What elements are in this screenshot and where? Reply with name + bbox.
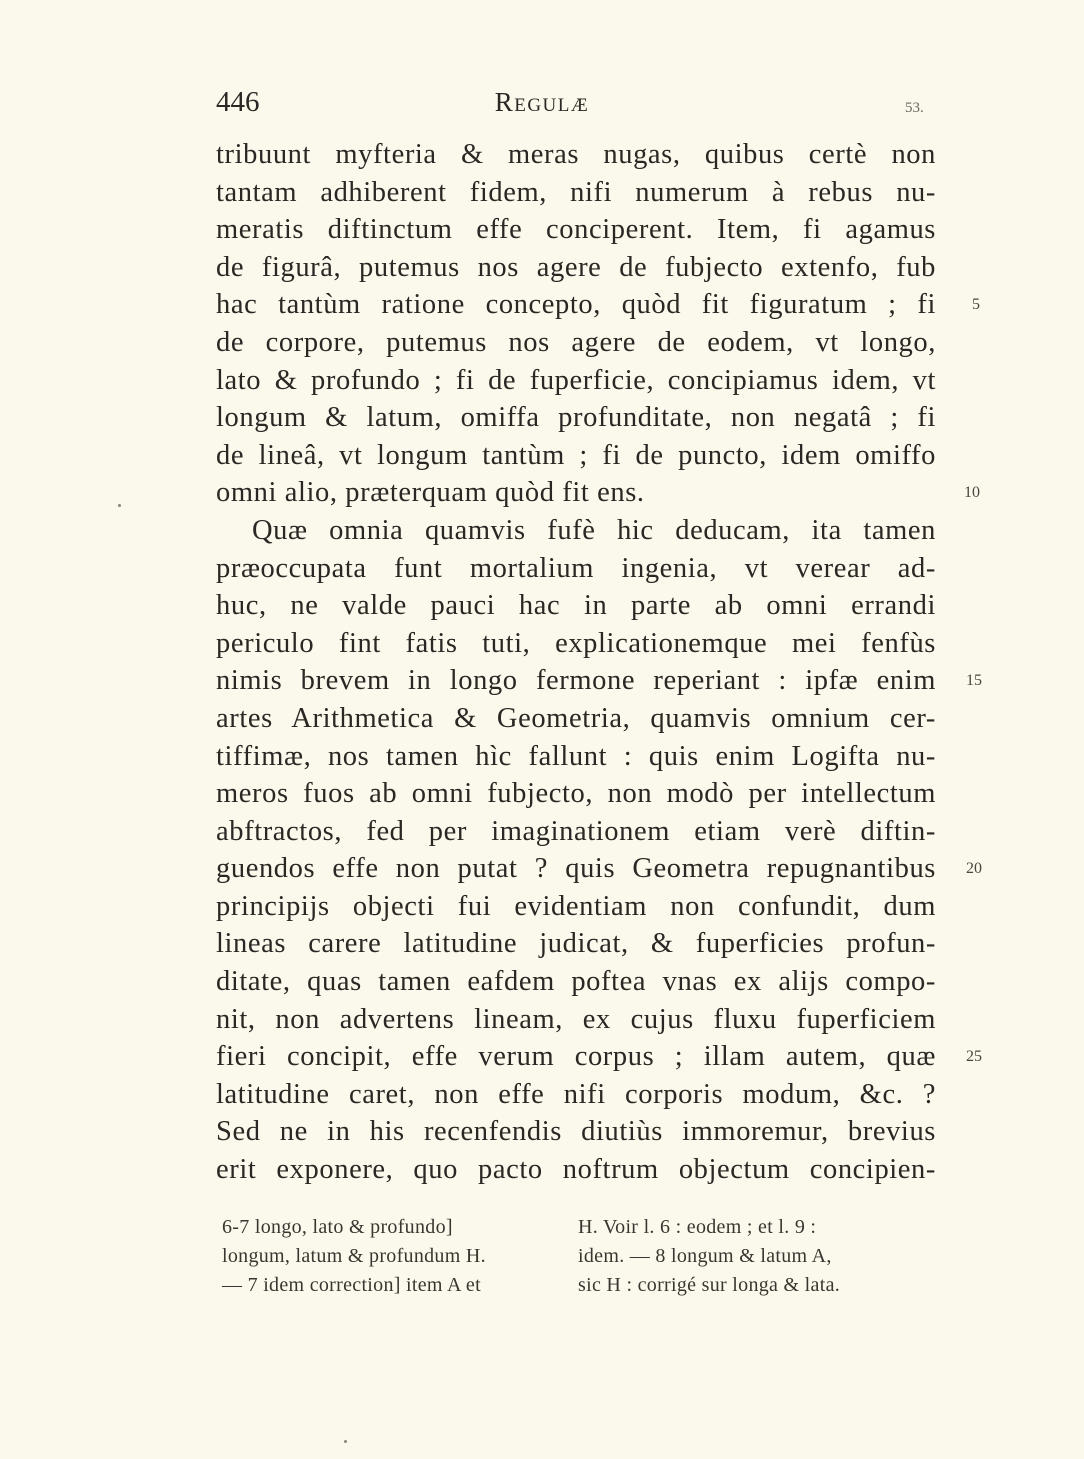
notes-right-column bbox=[578, 1213, 944, 1300]
text-line: præoccupata funt mortalium ingenia, vt verear ad- bbox=[216, 552, 936, 584]
text-line: lato & profundo ; fi de fuperficie, concipiamus idem, vt bbox=[216, 364, 936, 396]
text-line: meratis diftinctum effe conciperent. Item, fi agamus bbox=[216, 214, 936, 246]
text-line: ditate, quas tamen eafdem poftea vnas ex alijs compo- bbox=[216, 966, 936, 998]
line-number-10: 10 bbox=[964, 484, 980, 501]
text-line: tantam adhiberent fidem, nifi numerum à rebus nu- bbox=[216, 176, 936, 208]
text-line: guendos effe non putat ? quis Geometra repugnantibus bbox=[216, 853, 936, 885]
text-line: meros fuos ab omni fubjecto, non modò per intellectum bbox=[216, 778, 936, 810]
text-line: de corpore, putemus nos agere de eodem, vt longo, bbox=[216, 326, 936, 358]
note-line: — 7 idem correction] item A et bbox=[222, 1274, 481, 1296]
running-reference: 53. bbox=[905, 100, 924, 116]
text-line: Sed ne in his recenfendis diutiùs immoremur, brevius bbox=[216, 1116, 936, 1148]
text-line: periculo fint fatis tuti, explicationemque mei fenfùs bbox=[216, 627, 936, 659]
text-line: tribuunt myfteria & meras nugas, quibus certè non bbox=[216, 139, 936, 170]
text-line: de lineâ, vt longum tantùm ; fi de puncto, idem omiffo bbox=[216, 439, 936, 471]
text-line: tiffimæ, nos tamen hìc fallunt : quis enim Logifta nu- bbox=[216, 740, 936, 772]
line-number-5: 5 bbox=[972, 296, 980, 313]
text-line: omni alio, præterquam quòd fit ens. bbox=[216, 477, 645, 509]
note-line: H. Voir l. 6 : eodem ; et l. 9 : bbox=[578, 1216, 817, 1238]
line-number-25: 25 bbox=[966, 1048, 982, 1065]
main-text-block bbox=[216, 136, 936, 1189]
text-line: de figurâ, putemus nos agere de fubjecto extenfo, fub bbox=[216, 251, 936, 283]
text-line: lineas carere latitudine judicat, & fuperficies profun- bbox=[216, 928, 936, 960]
note-line: 6-7 longo, lato & profundo] bbox=[222, 1216, 453, 1238]
text-line: principijs objecti fui evidentiam non confundit, dum bbox=[216, 890, 936, 922]
note-line: idem. — 8 longum & latum A, bbox=[578, 1245, 832, 1267]
text-line: erit exponere, quo pacto noftrum objectum concipien- bbox=[216, 1154, 936, 1186]
note-line: sic H : corrigé sur longa & lata. bbox=[578, 1274, 841, 1296]
text-line: artes Arithmetica & Geometria, quamvis omnium cer- bbox=[216, 702, 936, 734]
text-line: abftractos, fed per imaginationem etiam verè diftin- bbox=[216, 815, 936, 847]
text-line: fieri concipit, effe verum corpus ; illam autem, quæ bbox=[216, 1041, 936, 1073]
text-line: latitudine caret, non effe nifi corporis modum, &c. ? bbox=[216, 1078, 936, 1110]
page-number: 446 bbox=[216, 86, 260, 118]
notes-left-column bbox=[222, 1213, 567, 1300]
paper-speck bbox=[344, 1440, 347, 1443]
text-line: hac tantùm ratione concepto, quòd fit figuratum ; fi bbox=[216, 289, 936, 321]
note-line: longum, latum & profundum H. bbox=[222, 1245, 486, 1267]
text-line: nit, non advertens lineam, ex cujus fluxu fuperficiem bbox=[216, 1003, 936, 1035]
paragraph-start-line: Quæ omnia quamvis fufè hic deducam, ita tamen bbox=[252, 514, 936, 546]
paper-speck bbox=[118, 504, 121, 507]
line-number-20: 20 bbox=[966, 860, 982, 877]
text-line: huc, ne valde pauci hac in parte ab omni errandi bbox=[216, 590, 936, 622]
text-line: longum & latum, omiffa profunditate, non negatâ ; fi bbox=[216, 402, 936, 434]
line-number-15: 15 bbox=[966, 672, 982, 689]
text-line: nimis brevem in longo fermone reperiant : ipfæ enim bbox=[216, 665, 936, 697]
running-title: Regulæ bbox=[494, 87, 590, 117]
